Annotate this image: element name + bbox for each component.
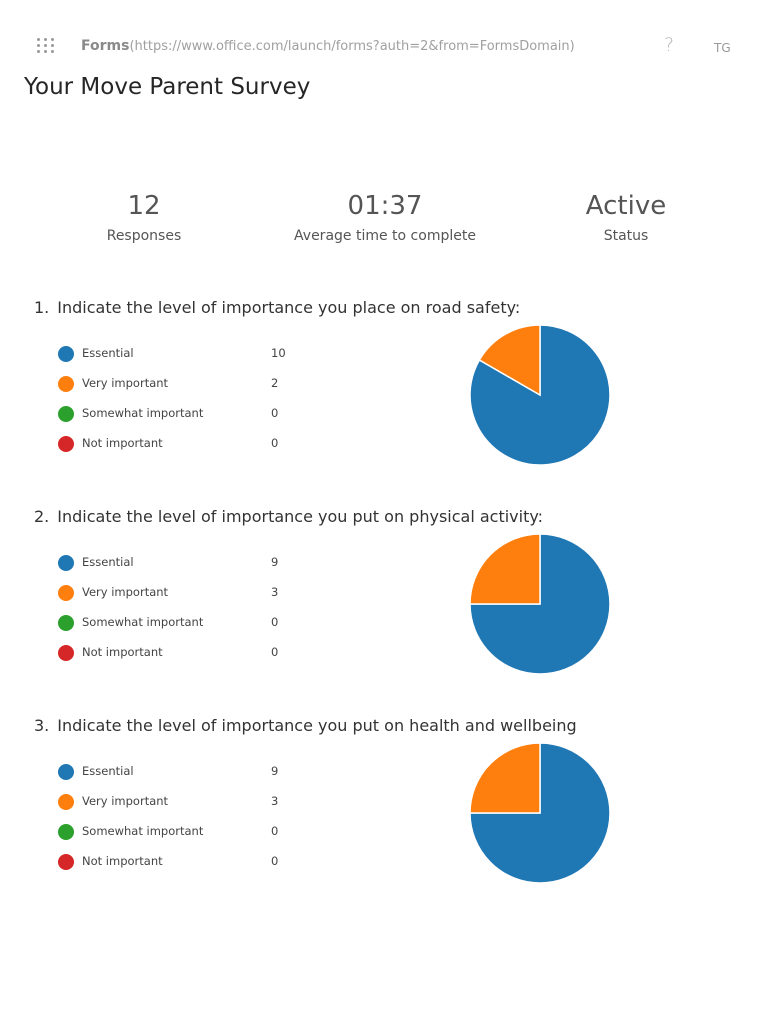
legend-label: Not important bbox=[82, 436, 163, 450]
legend-count: 0 bbox=[271, 436, 279, 450]
question-text: Indicate the level of importance you put on physical activity: bbox=[57, 507, 544, 526]
legend-label: Somewhat important bbox=[82, 406, 204, 420]
legend-item-essential bbox=[58, 763, 318, 781]
question-title bbox=[34, 716, 577, 735]
app-name[interactable]: Forms bbox=[81, 38, 130, 54]
stat-value: Active bbox=[585, 191, 667, 221]
legend-item-very-important bbox=[58, 584, 318, 602]
legend-count: 0 bbox=[271, 645, 279, 659]
app-url: (https://www.office.com/launch/forms?auth=2&from=FormsDomain) bbox=[129, 39, 575, 54]
stat-status bbox=[526, 190, 726, 244]
app-launcher-icon[interactable] bbox=[37, 38, 57, 54]
not-important-dot bbox=[58, 436, 74, 452]
legend-label: Not important bbox=[82, 645, 163, 659]
legend-item-not-important bbox=[58, 435, 318, 453]
stat-label: Responses bbox=[106, 228, 182, 244]
not-important-dot bbox=[58, 854, 74, 870]
legend-label: Essential bbox=[82, 346, 134, 360]
legend-item-somewhat-important bbox=[58, 405, 318, 423]
stat-label: Average time to complete bbox=[294, 228, 476, 244]
somewhat-important-dot bbox=[58, 615, 74, 631]
legend-item-essential bbox=[58, 345, 318, 363]
legend-count: 2 bbox=[271, 376, 279, 390]
question-text: Indicate the level of importance you place on road safety: bbox=[57, 298, 521, 317]
legend-label: Somewhat important bbox=[82, 615, 204, 629]
stat-value: 12 bbox=[127, 191, 161, 221]
legend-count: 10 bbox=[271, 346, 286, 360]
question-number: 3. bbox=[34, 716, 50, 735]
pie-slice-very-important[interactable] bbox=[470, 743, 540, 813]
help-icon[interactable]: ? bbox=[664, 34, 675, 56]
legend-item-somewhat-important bbox=[58, 823, 318, 841]
legend-count: 0 bbox=[271, 406, 279, 420]
somewhat-important-dot bbox=[58, 406, 74, 422]
legend-label: Very important bbox=[82, 794, 169, 808]
very-important-dot bbox=[58, 794, 74, 810]
legend-count: 0 bbox=[271, 824, 279, 838]
legend-item-essential bbox=[58, 554, 318, 572]
question-title bbox=[34, 507, 543, 526]
legend-label: Very important bbox=[82, 376, 169, 390]
question-title bbox=[34, 298, 520, 317]
top-bar bbox=[0, 0, 770, 70]
essential-dot bbox=[58, 346, 74, 362]
pie-chart[interactable] bbox=[460, 533, 620, 683]
not-important-dot bbox=[58, 645, 74, 661]
legend-item-very-important bbox=[58, 375, 318, 393]
app-title[interactable] bbox=[81, 38, 575, 54]
legend-label: Essential bbox=[82, 764, 134, 778]
somewhat-important-dot bbox=[58, 824, 74, 840]
pie-chart[interactable] bbox=[460, 742, 620, 892]
legend-item-not-important bbox=[58, 853, 318, 871]
legend-count: 3 bbox=[271, 794, 279, 808]
stat-value: 01:37 bbox=[347, 191, 423, 221]
question-number: 1. bbox=[34, 298, 50, 317]
legend-count: 9 bbox=[271, 764, 279, 778]
legend-count: 3 bbox=[271, 585, 279, 599]
legend-item-very-important bbox=[58, 793, 318, 811]
essential-dot bbox=[58, 555, 74, 571]
user-avatar[interactable]: TG bbox=[714, 41, 731, 55]
stat-average-time bbox=[285, 190, 485, 244]
legend-count: 9 bbox=[271, 555, 279, 569]
legend-label: Essential bbox=[82, 555, 134, 569]
survey-title: Your Move Parent Survey bbox=[24, 74, 311, 100]
legend-label: Somewhat important bbox=[82, 824, 204, 838]
legend-item-not-important bbox=[58, 644, 318, 662]
legend-count: 0 bbox=[271, 615, 279, 629]
legend-label: Very important bbox=[82, 585, 169, 599]
question-number: 2. bbox=[34, 507, 50, 526]
stat-responses bbox=[44, 190, 244, 244]
legend-count: 0 bbox=[271, 854, 279, 868]
question-text: Indicate the level of importance you put on health and wellbeing bbox=[57, 716, 577, 735]
stat-label: Status bbox=[603, 228, 649, 244]
very-important-dot bbox=[58, 376, 74, 392]
legend-label: Not important bbox=[82, 854, 163, 868]
pie-slice-very-important[interactable] bbox=[470, 534, 540, 604]
very-important-dot bbox=[58, 585, 74, 601]
essential-dot bbox=[58, 764, 74, 780]
legend-item-somewhat-important bbox=[58, 614, 318, 632]
pie-chart[interactable] bbox=[460, 324, 620, 474]
